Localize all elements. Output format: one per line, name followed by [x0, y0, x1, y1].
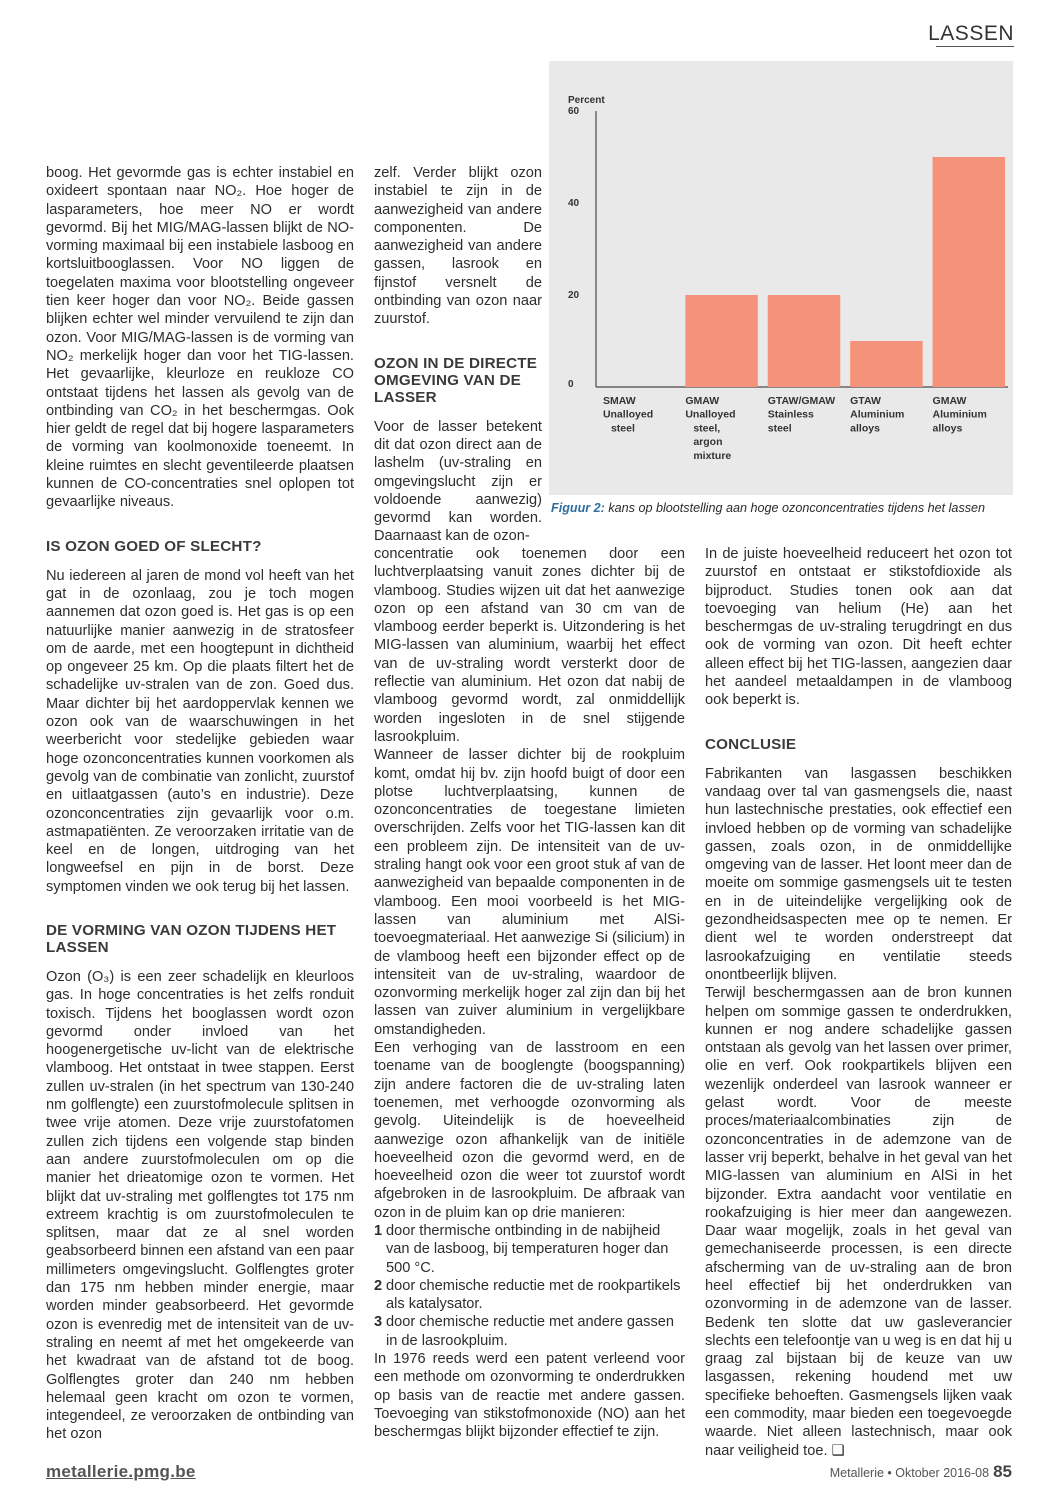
heading-conclusie: CONCLUSIE	[705, 735, 797, 753]
category-label-line: GMAW	[932, 395, 967, 407]
list-item	[374, 1277, 685, 1314]
bars	[685, 157, 1005, 387]
figure-caption	[551, 501, 1021, 516]
heading-ozon-directe-omgeving: OZON IN DE DIRECTE OMGEVING VAN DE LASSER	[374, 354, 538, 406]
paragraph: Voor de lasser betekent dit dat ozon direct aan de lashelm (uv-straling en omgevingslucht zijn er voldoende aanwezig) gevormd kan worden. Daarnaast kan de ozon-	[374, 418, 542, 545]
paragraph-text: Terwijl beschermgassen aan de bron kunnen helpen om sommige gassen te onderdrukken, kunnen er nog andere schadelijke gassen ontstaan als gevolg van het lassen over primer, olie en verf. Ook rookpartikels blijven een wezenlijk onderdeel van lasrook wanneer er gelast wordt. Voor de meeste proces/materiaalcombinaties zijn de ozonconcentraties in de ademzone van de lasser vrij beperkt, behalve in het geval van het MIG-lassen van aluminium en AlSi in het bijzonder. Extra aandacht voor ventilatie en rookafzuiging is hier meer dan aangewezen. Daar waar mogelijk, zoals in het geval van gemechaniseerde processen, is een directe afscherming van de uv-straling aan de bron heel effectief bij het onderdrukken van ozonvorming in de ademzone van de lasser. Bedenk ten slotte dat uw gasleverancier slechts een telefoontje van u weg is en dat hij u graag zal bijstaan bij de keuze van uw lasgassen, rekening houdend met uw specifieke behoeften. Gasmengsels lijken vaak een commodity, maar bieden een toegevoegde waarde. Niet alleen lastechnisch, maar ook naar veiligheid toe.	[705, 985, 1012, 1459]
caption-text: kans op blootstelling aan hoge ozonconcentraties tijdens het lassen	[604, 501, 986, 515]
y-tick-label: 20	[568, 290, 580, 301]
category-label	[933, 395, 987, 434]
category-label	[850, 395, 904, 434]
ozone-bar-chart	[549, 61, 1013, 495]
category-label-line: Unalloyed	[685, 408, 736, 421]
page-number: 85	[993, 1462, 1012, 1481]
category-label-line: GMAW	[685, 395, 720, 407]
bar	[685, 295, 758, 387]
category-label-line: steel,	[693, 422, 721, 435]
footer-issue	[830, 1462, 1012, 1482]
column-2-lower	[374, 545, 685, 1442]
caption-label: Figuur 2:	[551, 501, 605, 515]
category-label-line: argon	[693, 436, 723, 449]
category-label-line: GTAW/GMAW	[767, 395, 836, 407]
column-3	[705, 545, 1012, 1460]
paragraph: concentratie ook toenemen door een luchtverplaatsing vanuit zones dichter bij de vlamboog. Studies wijzen uit dat het aanwezige ozon op een afstand van 30 cm van de vlamboog eerder beperkt is. Uitzondering is het MIG-lassen van aluminium, waarbij het effect van de uv-straling wordt versterkt door de reflectie van aluminium. Het ozon dat nabij de vlamboog gevormd wordt, zal onmiddellijk worden ingesloten in de snel stijgende lasrookpluim.	[374, 546, 685, 745]
category-label-line: steel	[610, 422, 635, 435]
y-tick-label: 0	[568, 379, 574, 390]
category-label-line: steel	[767, 422, 792, 435]
y-tick-label: 40	[568, 198, 580, 209]
list-item-text: door thermische ontbinding in de nabijheid van de lasboog, bij temperaturen hoger dan 500 °C.	[386, 1222, 669, 1276]
heading-vorming-van-ozon: DE VORMING VAN OZON TIJDENS HET LASSEN	[46, 921, 337, 956]
heading-is-ozon-goed: IS OZON GOED OF SLECHT?	[46, 537, 262, 555]
ozone-chart-figure	[549, 61, 1013, 495]
category-label	[768, 395, 836, 434]
category-label-line: SMAW	[602, 395, 636, 407]
category-label	[685, 395, 735, 462]
category-label-line: Aluminium	[932, 408, 987, 421]
category-label-line: alloys	[850, 422, 880, 435]
issue-text: Metallerie • Oktober 2016-08	[829, 1466, 990, 1480]
website-link[interactable]: metallerie.pmg.be	[46, 1462, 196, 1481]
bar	[850, 341, 923, 387]
list-number: 1	[374, 1222, 383, 1239]
category-label-line: GTAW	[850, 395, 881, 407]
paragraph: zelf. Verder blijkt ozon instabiel te zijn in de aanwezigheid van andere componenten. De aanwezigheid van andere gassen, lasrook en fijnstof versnelt de ontbinding van ozon naar zuurstof.	[374, 165, 542, 328]
paragraph: Fabrikanten van lasgassen beschikken vandaag over tal van gasmengsels die, naast hun lastechnische prestaties, ook effectief een invloed hebben op de vorming van schadelijke gassen, zoals ozon, in de onmiddellijke omgeving van de lasser. Het loont meer dan de moeite om sommige gasmengsels uit te testen en in de uiteindelijke vergelijking ook de gezondheidsaspecten mee op te nemen. Er dient wel te worden onderstreept dat lasrookafzuiging en ventilatie steeds onontbeerlijk blijven.	[705, 765, 1012, 983]
paragraph: In 1976 reeds werd een patent verleend voor een methode om ozonvorming te onderdrukken op basis van de reactie met andere gassen. Toevoeging van stikstofmonoxide (NO) aan het beschermgas blijkt bijzonder effectief te zijn.	[374, 1351, 685, 1441]
end-mark-icon: ❑	[831, 1442, 845, 1459]
y-axis-title: Percent	[568, 95, 605, 106]
column-2-upper	[374, 164, 542, 546]
paragraph	[705, 984, 1012, 1460]
list-number: 2	[374, 1277, 383, 1294]
category-labels	[603, 395, 987, 462]
paragraph: In de juiste hoeveelheid reduceert het ozon tot zuurstof en ontstaat er stikstofdioxide als bijproduct. Studies tonen ook aan dat toevoeging van helium (He) aan het beschermgas de uv-straling terugdringt en dus ook de vorming van ozon. Dit heeft echter alleen effect bij het TIG-lassen, aangezien daar het aandeel metaaldampen in de vlamboog ook beperkt is.	[705, 546, 1012, 709]
paragraph: Ozon (O₃) is een zeer schadelijk en kleurloos gas. In hoge concentraties is het zelfs ronduit toxisch. Tijdens het booglassen wordt ozon gevormd onder invloed van het hoogenergetische uv-licht van de elektrische vlamboog. Het ontstaat in twee stappen. Eerst zullen uv-stralen (in het spectrum van 130-240 nm golflengte) een zuurstofmolecule splitsen in twee vrije atomen. Deze vrije zuurstofatomen zullen zich tijdens een volgende stap binden aan andere zuurstofmoleculen om op die manier het drieatomige ozon te vormen. Het blijkt dat uv-straling met golflengtes tot 175 nm extreem krachtig is om zuurstofmoleculen te splitsen, maar dat ze al snel worden geabsorbeerd binnen een afstand van een paar millimeters omgevingslucht. Golflengtes groter dan 175 nm hebben minder energie, maar worden minder geabsorbeerd. Het gevormde ozon is evenredig met de intensiteit van de uv-straling en neemt af met het omgekeerde van het kwadraat van de afstand tot de boog. Golflengtes groter dan 240 nm hebben helemaal geen kracht om ozon te vormen, integendeel, ze veroorzaken de ontbinding van het ozon	[46, 968, 354, 1443]
column-1	[46, 164, 354, 1444]
bar	[768, 295, 841, 387]
y-tick-label: 60	[568, 106, 580, 117]
breakdown-methods-list	[374, 1222, 685, 1350]
category-label	[603, 395, 653, 434]
paragraph: Een verhoging van de lasstroom en een toename van de booglengte (boogspanning) zijn andere factoren die de uv-straling laten toenemen, met verhoogde ozonvorming als gevolg. Uiteindelijk is de hoeveelheid aanwezige ozon afhankelijk van de initiële hoeveelheid ozon die gevormd werd, en de hoeveelheid ozon die weer tot zuurstof wordt afgebroken in de lasrookpluim. De afbraak van ozon in de pluim kan op drie manieren:	[374, 1040, 685, 1221]
y-axis-ticks	[568, 106, 580, 390]
section-rule	[936, 46, 1014, 47]
list-item-text: door chemische reductie met andere gassen in de lasrookpluim.	[386, 1314, 674, 1349]
category-label-line: alloys	[932, 422, 963, 435]
category-label-line: Stainless	[767, 408, 814, 421]
paragraph: boog. Het gevormde gas is echter instabiel en oxideert spontaan naar NO₂. Hoe hoger de lasparameters, hoe meer NO er wordt gevormd. Bij het MIG/MAG-lassen blijkt de NO-vorming maximaal bij een instabiele lasboog en kortsluitbooglassen. Voor NO liggen de toegelaten maxima voor blootstelling ongeveer tien keer hoger dan voor NO₂. Beide gassen blijken echter wel minder vervuilend te zijn dan ozon. Voor MIG/MAG-lassen is de vorming van NO₂ merkelijk hoger dan voor het TIG-lassen. Het gevaarlijke, kleurloze en reukloze CO ontstaat tijdens het lassen als gevolg van de ontbinding van CO₂ in het beschermgas. Ook hier geldt de regel dat bij hogere lasparameters de vorming van koolmonoxide toeneemt. In kleine ruimtes en slecht geventileerde plaatsen kunnen de CO-concentraties snel oplopen tot gevaarlijke niveaus.	[46, 165, 354, 511]
list-item	[374, 1222, 685, 1277]
list-number: 3	[374, 1314, 383, 1331]
list-item-text: door chemische reductie met de rookpartikels als katalysator.	[386, 1277, 681, 1313]
category-label-line: Aluminium	[850, 408, 905, 421]
category-label-line: Unalloyed	[602, 408, 654, 421]
section-label: LASSEN	[928, 22, 1014, 45]
paragraph: Nu iedereen al jaren de mond vol heeft van het gat in de ozonlaag, zou je toch mogen aannemen dat ozon goed is. Het gas is op een natuurlijke manier aanwezig in de stratosfeer om de aarde, met een hoogtepunt in dichtheid op ongeveer 25 km. Op die plaats filtert het de schadelijke uv-stralen van de zon. Goed dus. Maar dichter bij het aardoppervlak kennen we ozon ook van de waarschuwingen in het weerbericht voor stedelijke gebieden waar hoge ozonconcentraties kunnen voorkomen als gevolg van de combinatie van zonlicht, zuurstof en uitlaatgassen (auto’s en industrie). Deze ozonconcentraties zijn gevaarlijk voor o.m. astmapatiënten. Ze veroorzaken irritatie van de keel en de longen, uitdroging van het longweefsel en pijn in de borst. Deze symptomen vinden we ook terug bij het lassen.	[46, 567, 354, 895]
bar	[933, 157, 1006, 387]
category-label-line: mixture	[693, 449, 732, 462]
list-item	[374, 1313, 685, 1350]
paragraph: Wanneer de lasser dichter bij de rookpluim komt, omdat hij bv. zijn hoofd buigt of door een plotse luchtverplaatsing, kunnen de ozonconcentraties de toegestane limieten overschrijden. Zelfs voor het TIG-lassen kan dit een probleem zijn. De intensiteit van de uv-straling hangt ook voor een groot stuk af van de aanwezigheid van bepaalde componenten in de vlamboog. Een mooi voorbeeld is het MIG-lassen van aluminium met AlSi-toevoegmateriaal. Het aanwezige Si (silicium) in de vlamboog heeft een bijzonder effect op de intensiteit van de uv-straling, waardoor de ozonvorming merkelijk hoger zal zijn dan bij het lassen van zuiver aluminium in vergelijkbare omstandigheden.	[374, 747, 685, 1038]
